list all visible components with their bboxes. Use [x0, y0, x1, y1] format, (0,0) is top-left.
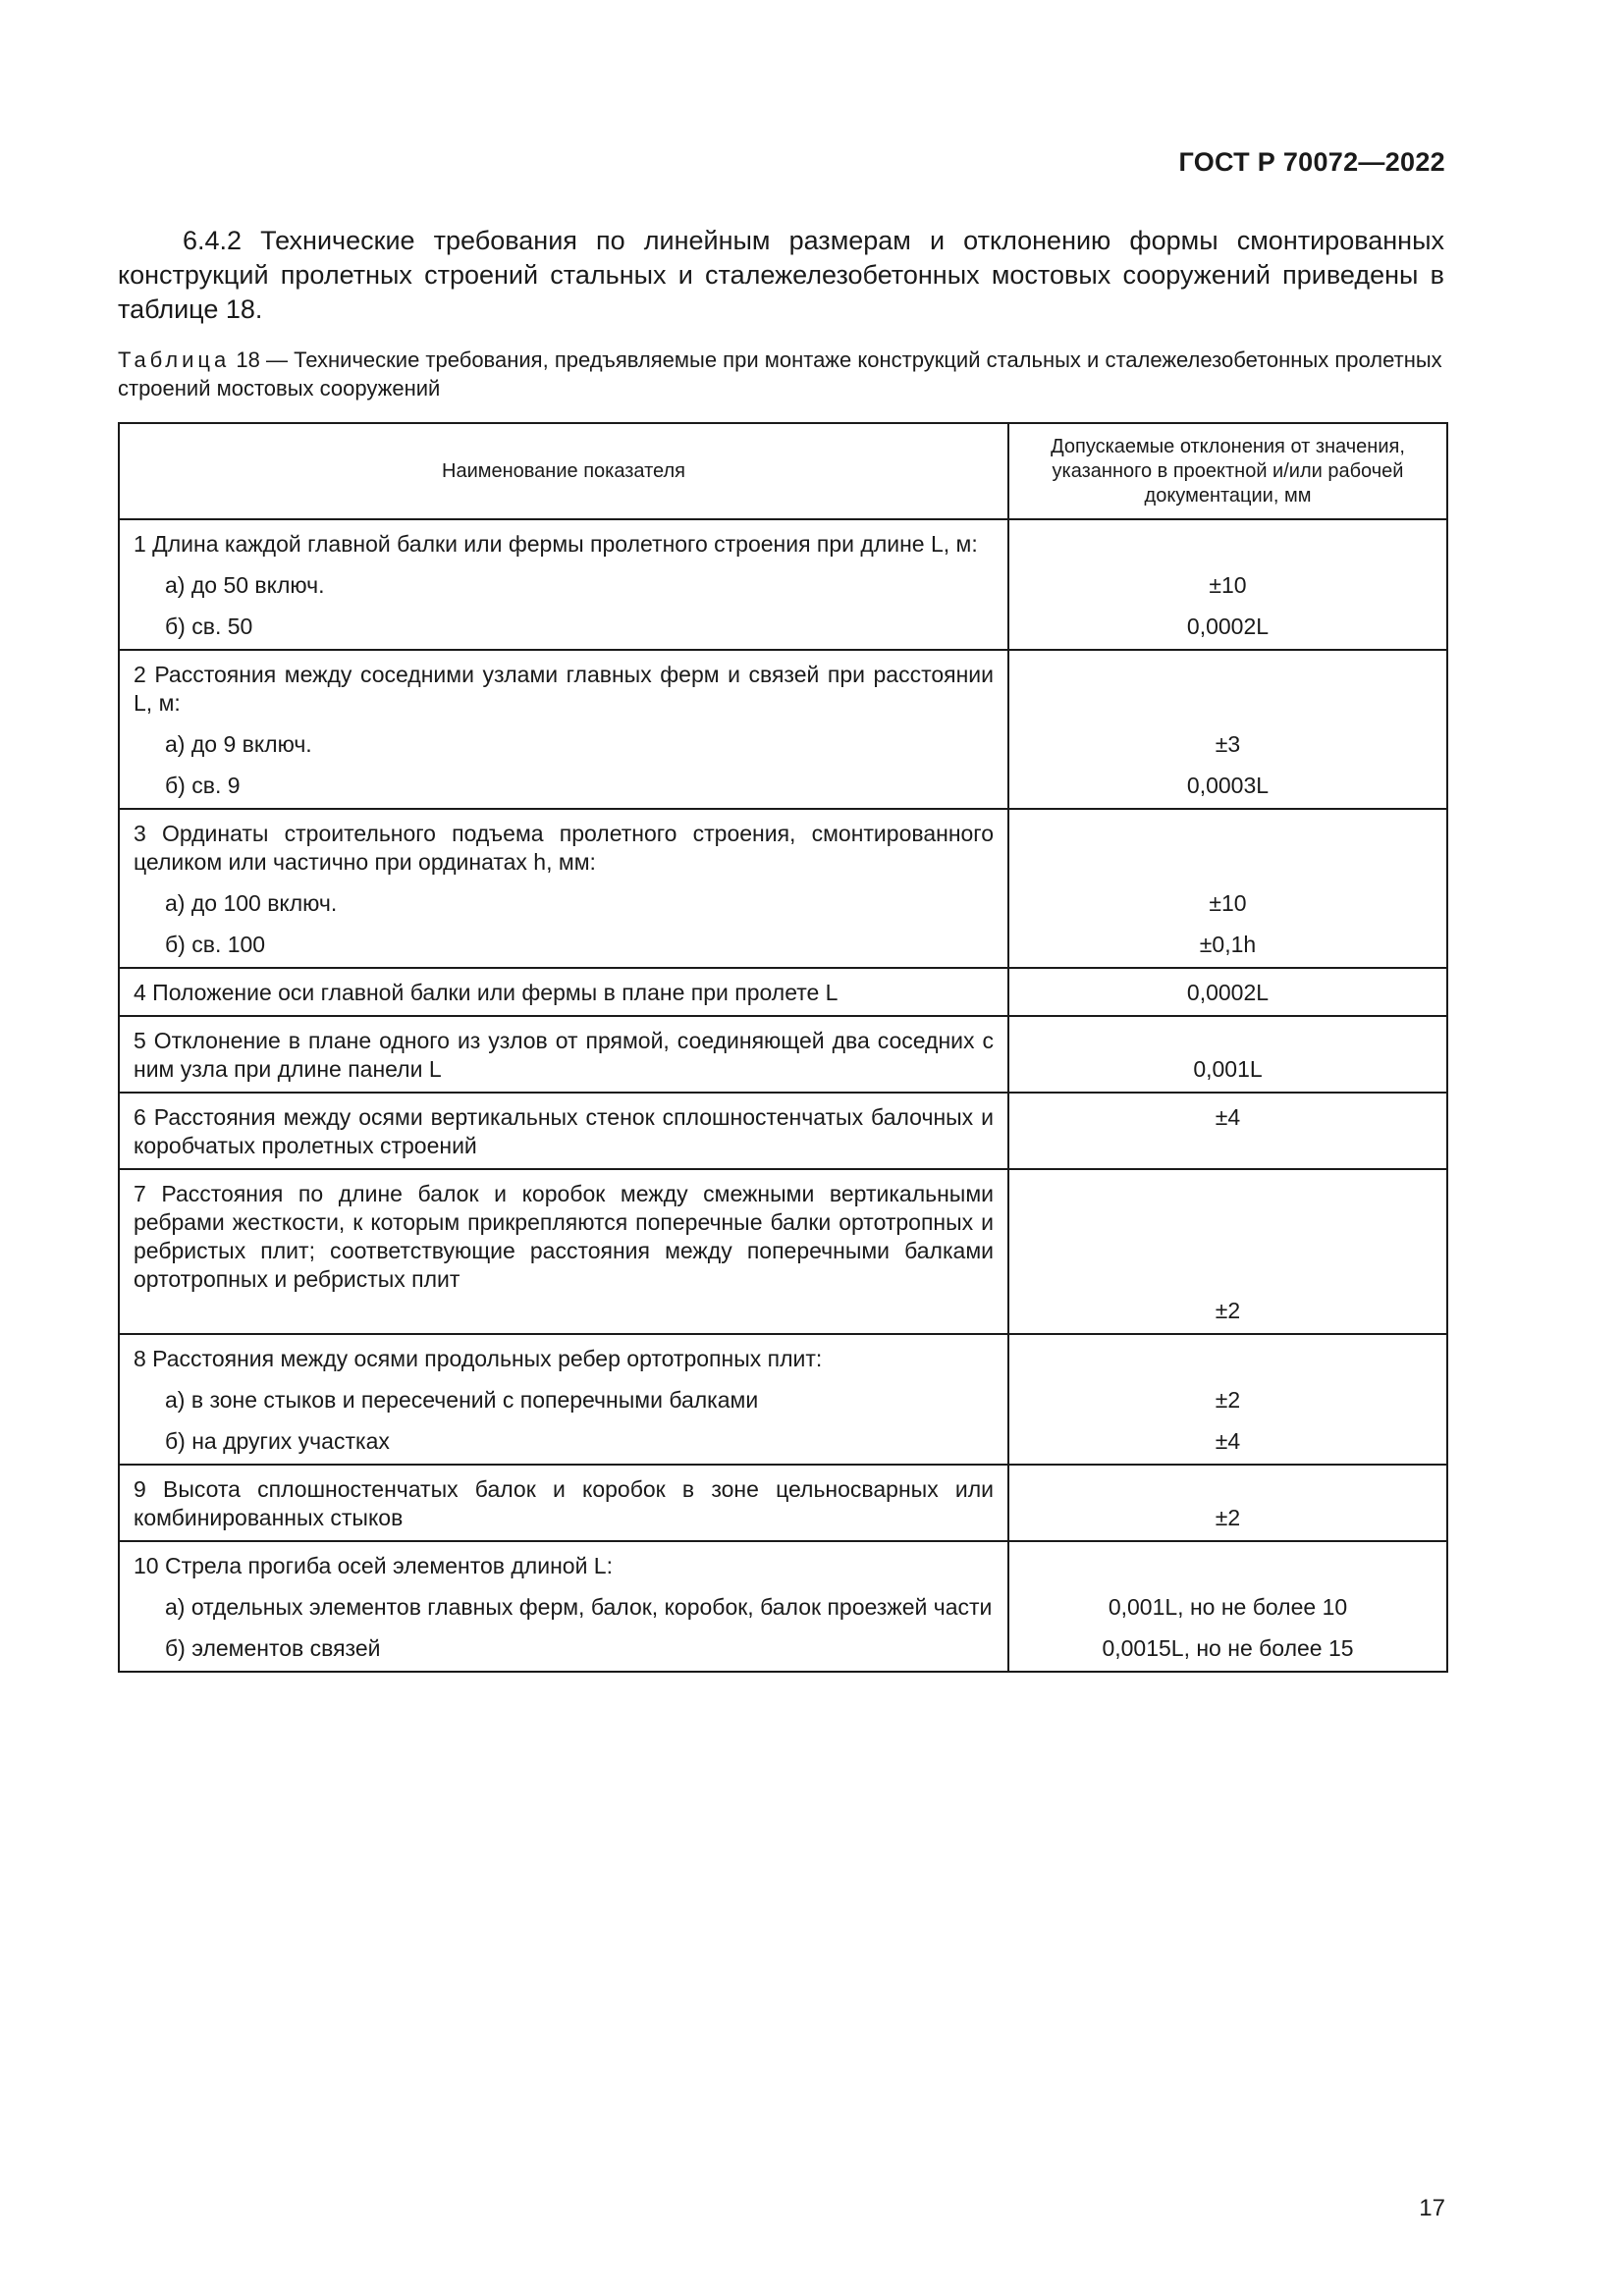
table-row — [119, 650, 1447, 718]
table-row — [119, 1465, 1447, 1541]
header-indicator-name: Наименование показателя — [119, 423, 1008, 519]
row-value: 0,0002L — [1008, 968, 1447, 1016]
value-cell — [1008, 1541, 1447, 1580]
intro-paragraph: 6.4.2 Технические требования по линейным размерам и отклонению формы смонтированных конструкций пролетных строений стальных и сталежелезобетонных мостовых сооружений приведены в таблице 18. — [118, 226, 1444, 324]
table-row — [119, 759, 1447, 809]
row-name: б) элементов связей — [119, 1622, 1008, 1672]
row-name: б) св. 50 — [119, 600, 1008, 650]
row-name: а) до 100 включ. — [119, 877, 1008, 918]
table-header-row — [119, 423, 1447, 519]
table-caption-text: 18 — Технические требования, предъявляемые при монтаже конструкций стальных и сталежелезобетонных пролетных строений мостовых сооружений — [118, 347, 1442, 400]
table-row — [119, 718, 1447, 759]
table-row — [119, 519, 1447, 559]
table-row — [119, 809, 1447, 877]
table-row — [119, 1016, 1447, 1093]
table-row — [119, 1093, 1447, 1169]
table-row — [119, 1541, 1447, 1580]
table-row — [119, 1373, 1447, 1415]
table-row — [119, 600, 1447, 650]
row-name: б) св. 100 — [119, 918, 1008, 968]
row-value: ±2 — [1008, 1373, 1447, 1415]
table-row — [119, 877, 1447, 918]
table-row — [119, 1622, 1447, 1672]
value-cell — [1008, 1334, 1447, 1373]
table-row — [119, 968, 1447, 1016]
table-caption-label: Таблица — [118, 347, 231, 372]
row-value: ±3 — [1008, 718, 1447, 759]
group-title: 9 Высота сплошностенчатых балок и коробок в зоне цельносварных или комбинированных стыков — [119, 1465, 1008, 1541]
table-body — [119, 519, 1447, 1672]
row-value: 0,0015L, но не более 15 — [1008, 1622, 1447, 1672]
group-title: 5 Отклонение в плане одного из узлов от прямой, соединяющей два соседних с ним узла при длине панели L — [119, 1016, 1008, 1093]
group-title: 6 Расстояния между осями вертикальных стенок сплошностенчатых балочных и коробчатых пролетных строений — [119, 1093, 1008, 1169]
row-value: ±10 — [1008, 877, 1447, 918]
row-value: 0,0002L — [1008, 600, 1447, 650]
group-title: 8 Расстояния между осями продольных ребер ортотропных плит: — [119, 1334, 1008, 1373]
group-title: 2 Расстояния между соседними узлами главных ферм и связей при расстоянии L, м: — [119, 650, 1008, 718]
document-code: ГОСТ Р 70072—2022 — [1178, 147, 1445, 177]
group-title: 1 Длина каждой главной балки или фермы пролетного строения при длине L, м: — [119, 519, 1008, 559]
group-title: 3 Ординаты строительного подъема пролетного строения, смонтированного целиком или частично при ординатах h, мм: — [119, 809, 1008, 877]
group-title: 10 Стрела прогиба осей элементов длиной L: — [119, 1541, 1008, 1580]
row-name: а) отдельных элементов главных ферм, балок, коробок, балок проезжей части — [119, 1580, 1008, 1622]
table-caption — [118, 346, 1444, 402]
requirements-table — [118, 422, 1448, 1673]
group-title: 4 Положение оси главной балки или фермы в плане при пролете L — [119, 968, 1008, 1016]
table-row — [119, 1169, 1447, 1334]
table-row — [119, 1415, 1447, 1465]
row-name: б) на других участках — [119, 1415, 1008, 1465]
value-cell — [1008, 809, 1447, 877]
table-row — [119, 918, 1447, 968]
row-name: а) до 9 включ. — [119, 718, 1008, 759]
table-row — [119, 1580, 1447, 1622]
row-value: ±2 — [1008, 1169, 1447, 1334]
row-value: ±0,1h — [1008, 918, 1447, 968]
value-cell — [1008, 650, 1447, 718]
row-value: ±4 — [1008, 1093, 1447, 1169]
page-number: 17 — [1419, 2195, 1445, 2221]
row-value: ±2 — [1008, 1465, 1447, 1541]
row-name: а) в зоне стыков и пересечений с поперечными балками — [119, 1373, 1008, 1415]
row-value: ±4 — [1008, 1415, 1447, 1465]
row-value: 0,0003L — [1008, 759, 1447, 809]
value-cell — [1008, 519, 1447, 559]
header-allowed-deviation: Допускаемые отклонения от значения, указанного в проектной и/или рабочей документации, мм — [1008, 423, 1447, 519]
row-value: 0,001L — [1008, 1016, 1447, 1093]
row-value: 0,001L, но не более 10 — [1008, 1580, 1447, 1622]
row-name: а) до 50 включ. — [119, 559, 1008, 600]
row-name: б) св. 9 — [119, 759, 1008, 809]
row-value: ±10 — [1008, 559, 1447, 600]
table-row — [119, 559, 1447, 600]
requirements-table-container — [118, 422, 1446, 1673]
group-title: 7 Расстояния по длине балок и коробок между смежными вертикальными ребрами жесткости, к которым прикрепляются поперечные балки ортотропных и ребристых плит; соответствующие расстояния между поперечными балками ортотропных и ребристых плит — [119, 1169, 1008, 1334]
table-row — [119, 1334, 1447, 1373]
